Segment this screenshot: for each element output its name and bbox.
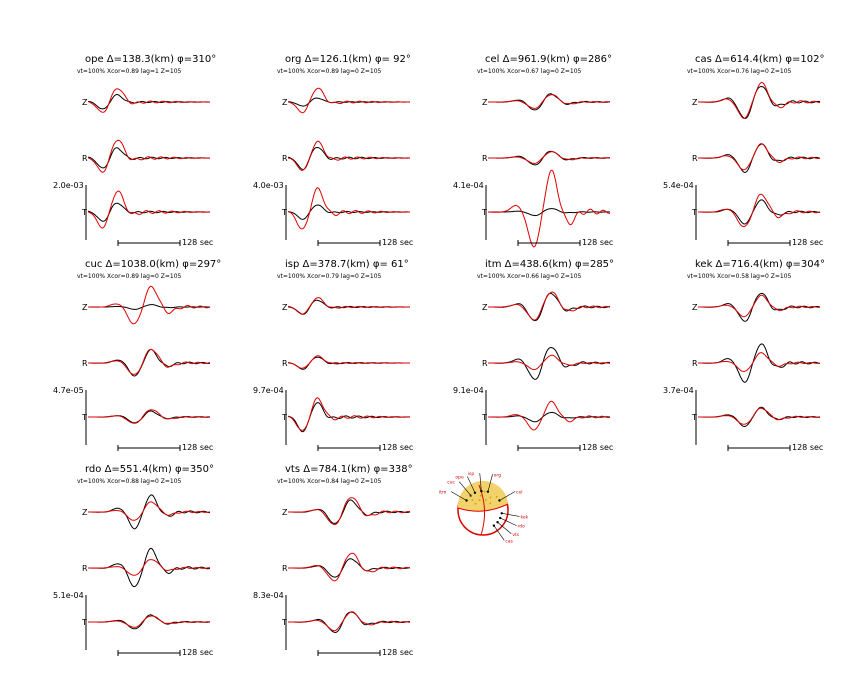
component-label-t: T [282,413,287,422]
station-header: isp Δ=378.7(km) φ= 61° [285,259,409,270]
station-header: cas Δ=614.4(km) φ=102° [695,54,825,65]
station-marker [501,512,503,514]
station-marker-label: cel [516,490,523,496]
component-label-z: Z [692,303,698,312]
amplitude-scale-label: 9.7e-04 [253,386,284,395]
station-panel-kek [663,259,825,452]
component-label-z: Z [82,98,88,107]
station-header: cuc Δ=1038.0(km) φ=297° [85,259,222,270]
station-marker [493,524,495,526]
fit-parameters: vt=100% Xcor=0.66 lag=0 Z=105 [477,273,582,280]
radiation-sample [489,502,491,504]
time-scale-label: 128 sec [382,443,414,452]
synthetic-trace-r [488,152,610,164]
fit-parameters: vt=100% Xcor=0.79 lag=0 Z=105 [277,273,382,280]
synthetic-trace-z [698,295,820,317]
component-label-t: T [692,208,697,217]
time-scale-label: 128 sec [582,238,614,247]
station-header: kek Δ=716.4(km) φ=304° [695,259,825,270]
synthetic-trace-t [88,410,210,423]
component-label-r: R [282,154,288,163]
station-header: ope Δ=138.3(km) φ=310° [85,54,217,65]
station-marker [474,492,476,494]
radiation-sample [471,494,473,496]
time-scale-label: 128 sec [382,238,414,247]
synthetic-trace-z [88,89,210,113]
component-label-r: R [482,359,488,368]
component-label-r: R [282,359,288,368]
station-header: org Δ=126.1(km) φ= 92° [285,54,411,65]
component-label-z: Z [482,303,488,312]
station-marker-label: vts [512,532,520,538]
station-panel-itm [453,259,614,452]
synthetic-trace-t [698,194,820,226]
observed-trace-t [288,612,410,632]
station-marker [487,490,489,492]
component-label-t: T [282,208,287,217]
component-label-z: Z [482,98,488,107]
fit-parameters: vt=100% Xcor=0.76 lag=0 Z=105 [687,68,792,75]
component-label-r: R [82,154,88,163]
synthetic-trace-z [288,498,410,525]
synthetic-trace-r [88,140,210,172]
station-panel-cas [663,54,824,247]
time-scale-label: 128 sec [792,443,824,452]
station-marker-label: org [493,473,501,479]
observed-trace-z [698,293,820,321]
radiation-sample [480,495,482,497]
radiation-sample [484,491,486,493]
station-header: rdo Δ=551.4(km) φ=350° [85,464,215,475]
fit-parameters: vt=100% Xcor=0.89 lag=1 Z=105 [77,68,182,75]
station-panel-vts [253,464,413,657]
radiation-sample [490,497,492,499]
station-marker-label: itm [438,490,447,496]
component-label-t: T [692,413,697,422]
amplitude-scale-label: 2.0e-03 [53,181,84,190]
synthetic-trace-t [88,616,210,627]
synthetic-trace-z [488,292,610,320]
fit-parameters: vt=100% Xcor=0.88 lag=0 Z=105 [77,478,182,485]
station-panel-cuc [53,259,221,452]
station-marker-label: cuc [447,480,456,486]
station-marker [465,499,467,501]
synthetic-trace-t [488,401,610,430]
synthetic-trace-r [88,349,210,374]
component-label-r: R [692,154,698,163]
observed-trace-r [488,348,610,380]
station-panel-isp [253,259,413,452]
station-marker [480,490,482,492]
station-panel-rdo [53,464,214,657]
fit-parameters: vt=100% Xcor=0.89 lag=0 Z=105 [77,273,182,280]
fit-parameters: vt=100% Xcor=0.89 lag=0 Z=105 [277,68,382,75]
component-label-z: Z [282,508,288,517]
station-marker-label: kek [520,515,529,521]
time-scale-label: 128 sec [582,443,614,452]
synthetic-trace-r [288,141,410,170]
amplitude-scale-label: 4.1e-04 [453,181,484,190]
time-scale-label: 128 sec [382,648,414,657]
synthetic-trace-t [288,612,410,631]
synthetic-trace-z [288,88,410,113]
focal-mechanism-beachball [439,471,529,544]
amplitude-scale-label: 4.0e-03 [253,181,284,190]
radiation-sample [471,499,473,501]
station-panel-ope [53,54,216,247]
component-label-t: T [82,618,87,627]
fit-parameters: vt=100% Xcor=0.58 lag=0 Z=105 [687,273,792,280]
component-label-t: T [282,618,287,627]
time-scale-label: 128 sec [792,238,824,247]
time-scale-label: 128 sec [182,648,214,657]
amplitude-scale-label: 4.7e-05 [53,386,84,395]
synthetic-trace-r [288,553,410,581]
time-scale-label: 128 sec [182,443,214,452]
synthetic-trace-t [288,398,410,430]
component-label-z: Z [282,303,288,312]
component-label-r: R [482,154,488,163]
station-marker-label: cas [505,539,513,545]
station-marker-label: isp [467,472,475,478]
synthetic-trace-r [488,355,610,369]
station-panel-cel [453,54,613,247]
component-label-z: Z [82,303,88,312]
time-scale-label: 128 sec [182,238,214,247]
synthetic-trace-t [288,188,410,229]
radiation-sample [496,496,498,498]
station-marker [496,521,498,523]
amplitude-scale-label: 5.4e-04 [663,181,694,190]
amplitude-scale-label: 9.1e-04 [453,386,484,395]
station-marker-label: rdo [517,524,525,530]
component-label-r: R [692,359,698,368]
component-label-r: R [282,564,288,573]
component-label-z: Z [692,98,698,107]
station-header: vts Δ=784.1(km) φ=338° [285,464,413,475]
component-label-z: Z [282,98,288,107]
component-label-t: T [482,208,487,217]
amplitude-scale-label: 8.3e-04 [253,591,284,600]
station-panels [53,54,825,657]
synthetic-trace-z [288,298,410,315]
radiation-sample [475,503,477,505]
synthetic-trace-r [288,356,410,369]
station-marker-label: ope [455,475,464,481]
synthetic-trace-t [88,191,210,228]
station-marker [498,499,500,501]
amplitude-scale-label: 5.1e-04 [53,591,84,600]
fit-parameters: vt=100% Xcor=0.67 lag=0 Z=105 [477,68,582,75]
radiation-sample [479,499,481,501]
station-header: cel Δ=961.9(km) φ=286° [485,54,613,65]
component-label-r: R [82,564,88,573]
component-label-t: T [82,413,87,422]
observed-trace-r [698,144,820,172]
station-panel-org [253,54,413,247]
component-label-z: Z [82,508,88,517]
synthetic-trace-r [698,144,820,170]
amplitude-scale-label: 3.7e-04 [663,386,694,395]
component-label-t: T [82,208,87,217]
component-label-r: R [82,359,88,368]
synthetic-trace-z [488,95,610,109]
component-label-t: T [482,413,487,422]
radiation-sample [485,499,487,501]
fit-parameters: vt=100% Xcor=0.84 lag=0 Z=105 [277,478,382,485]
station-marker [499,517,501,519]
station-header: itm Δ=438.6(km) φ=285° [485,259,615,270]
observed-trace-z [698,87,820,119]
